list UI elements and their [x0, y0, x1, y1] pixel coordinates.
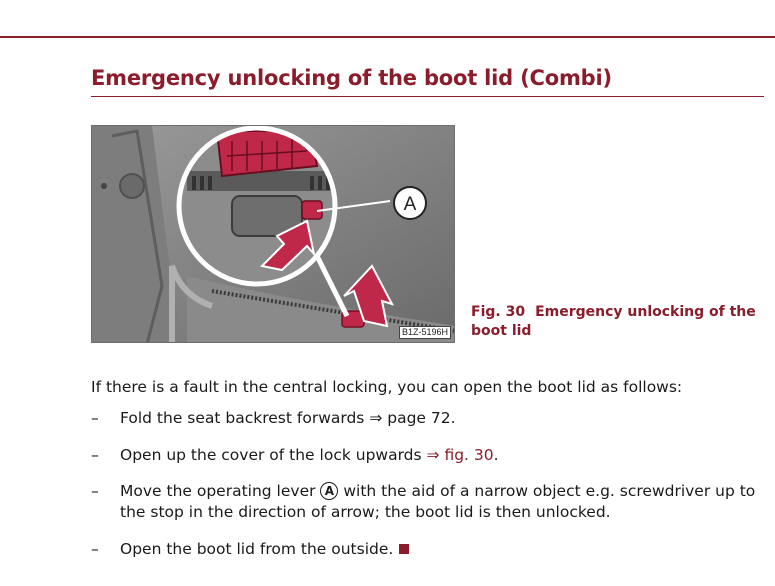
page-title: Emergency unlocking of the boot lid (Combi) — [91, 66, 612, 90]
figure-code: B1Z-5196H — [399, 326, 451, 339]
list-dash: – — [91, 482, 99, 500]
step-text: Open up the cover of the lock upwards — [120, 446, 427, 464]
title-rule — [91, 96, 764, 97]
arrow-icon: ⇒ — [369, 409, 383, 427]
list-item-text — [120, 539, 765, 560]
figure-caption-text: Emergency unlocking of the boot lid — [471, 304, 756, 339]
end-of-section-icon — [399, 544, 409, 554]
step-text: Fold the seat backrest forwards — [120, 409, 370, 427]
callout-a-label: A — [403, 194, 417, 215]
list-item-text — [120, 445, 765, 466]
figure-illustration — [91, 125, 455, 343]
step-text-end: with the aid of a narrow object e.g. screwdriver up to the stop in the direction of arrow; the boot lid is then unlocked. — [120, 482, 756, 521]
list-dash: – — [91, 409, 99, 427]
list-item-text — [120, 408, 765, 429]
figure-caption — [471, 303, 761, 341]
step-text-end: . — [493, 446, 499, 464]
intro-paragraph: If there is a fault in the central locking, you can open the boot lid as follows: — [91, 378, 683, 396]
list-item-text — [120, 481, 765, 523]
lever-a-badge: A — [320, 482, 338, 500]
step-text: Move the operating lever — [120, 482, 321, 500]
arrow-icon: ⇒ — [426, 446, 440, 464]
boot-lid-illustration — [92, 126, 455, 343]
list-dash: – — [91, 540, 99, 558]
figure-link[interactable]: fig. 30 — [439, 446, 494, 464]
step-text: Open the boot lid from the outside. — [120, 540, 394, 558]
top-rule — [0, 36, 775, 38]
list-dash: – — [91, 446, 99, 464]
step-text-end: . — [450, 409, 456, 427]
page-link[interactable]: page 72 — [382, 409, 451, 427]
figure-caption-number: Fig. 30 — [471, 304, 526, 320]
